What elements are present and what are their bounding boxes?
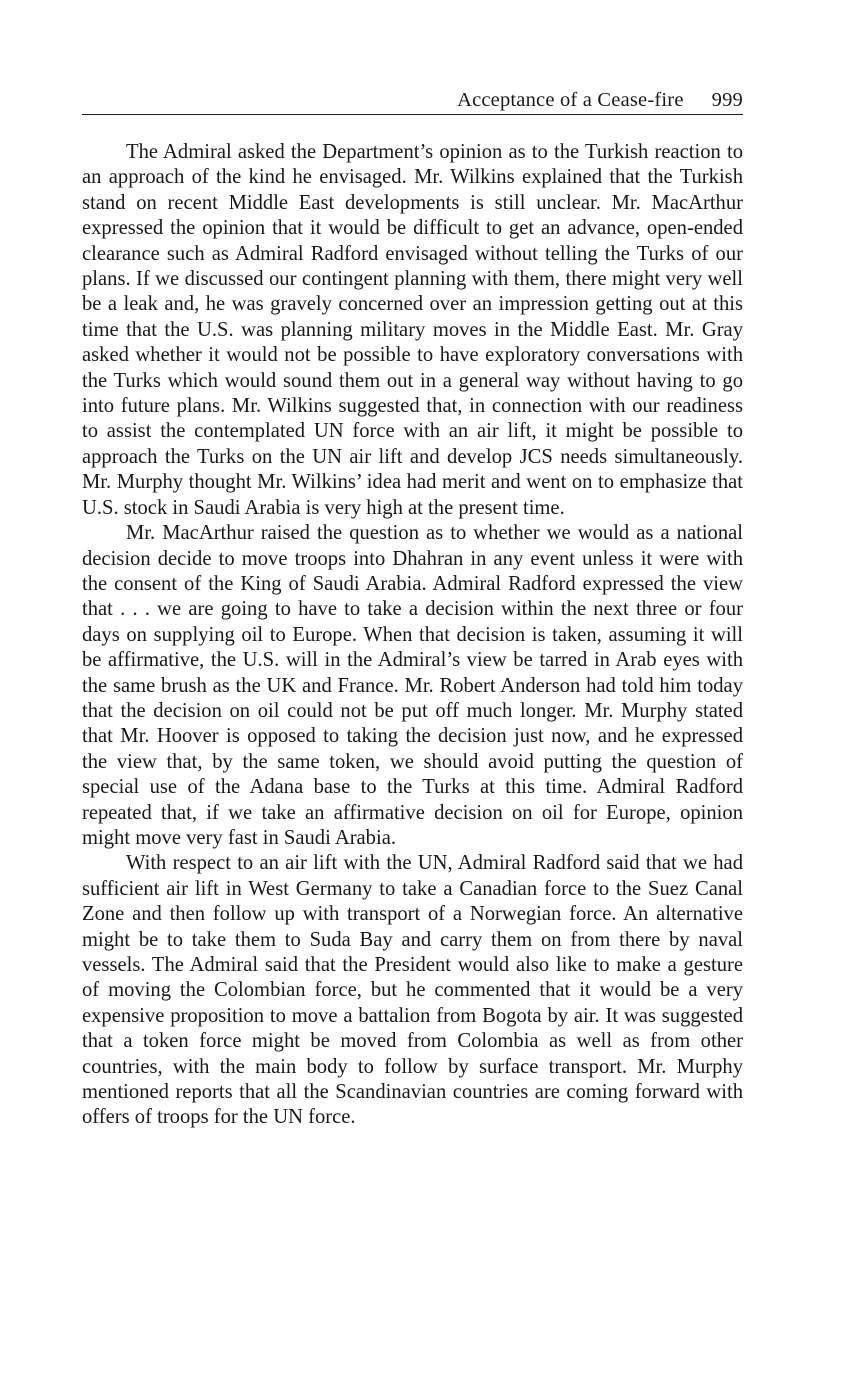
page-number: 999 — [711, 89, 743, 111]
document-page — [82, 88, 743, 1131]
running-title: Acceptance of a Cease-fire — [457, 89, 684, 111]
paragraph: With respect to an air lift with the UN, Admiral Radford said that we had sufficient air lift in West Germany to take a Canadian force to the Suez Canal Zone and then follow up with transport of a Norwegian force. An alternative might be to take them to Suda Bay and carry them on from there by naval vessels. The Admiral said that the President would also like to make a gesture of moving the Colombian force, but he commented that it would be a very expensive proposition to move a battalion from Bogota by air. It was suggested that a token force might be moved from Colombia as well as from other countries, with the main body to follow by surface transport. Mr. Murphy mentioned reports that all the Scandinavian countries are coming forward with offers of troops for the UN force. — [82, 852, 743, 1129]
running-header — [82, 88, 743, 115]
paragraph: The Admiral asked the Department’s opinion as to the Turkish reaction to an approach of the kind he envisaged. Mr. Wilkins explained that the Turkish stand on recent Middle East developments is still unclear. Mr. MacArthur expressed the opinion that it would be difficult to get an advance, open-ended clearance such as Admiral Radford envisaged without telling the Turks of our plans. If we discussed our contingent planning with them, there might very well be a leak and, he was gravely concerned over an impression getting out at this time that the U.S. was planning military moves in the Middle East. Mr. Gray asked whether it would not be possible to have exploratory conversations with the Turks which would sound them out in a general way without having to go into future plans. Mr. Wilkins suggested that, in connection with our readiness to assist the contemplated UN force with an air lift, it might be possible to approach the Turks on the UN air lift and develop JCS needs simultaneously. Mr. Murphy thought Mr. Wilkins’ idea had merit and went on to emphasize that U.S. stock in Saudi Arabia is very high at the present time. — [82, 141, 743, 519]
body-text — [82, 140, 743, 1131]
paragraph: Mr. MacArthur raised the question as to whether we would as a national decision decide to move troops into Dhahran in any event unless it were with the consent of the King of Saudi Arabia. Admiral Radford expressed the view that . . . we are going to have to take a decision within the next three or four days on supplying oil to Europe. When that decision is taken, assuming it will be affirmative, the U.S. will in the Admiral’s view be tarred in Arab eyes with the same brush as the UK and France. Mr. Robert Anderson had told him today that the decision on oil could not be put off much longer. Mr. Murphy stated that Mr. Hoover is opposed to taking the decision just now, and he expressed the view that, by the same token, we should avoid putting the question of special use of the Adana base to the Turks at this time. Admiral Radford repeated that, if we take an affirmative decision on oil for Europe, opinion might move very fast in Saudi Arabia. — [82, 522, 743, 849]
